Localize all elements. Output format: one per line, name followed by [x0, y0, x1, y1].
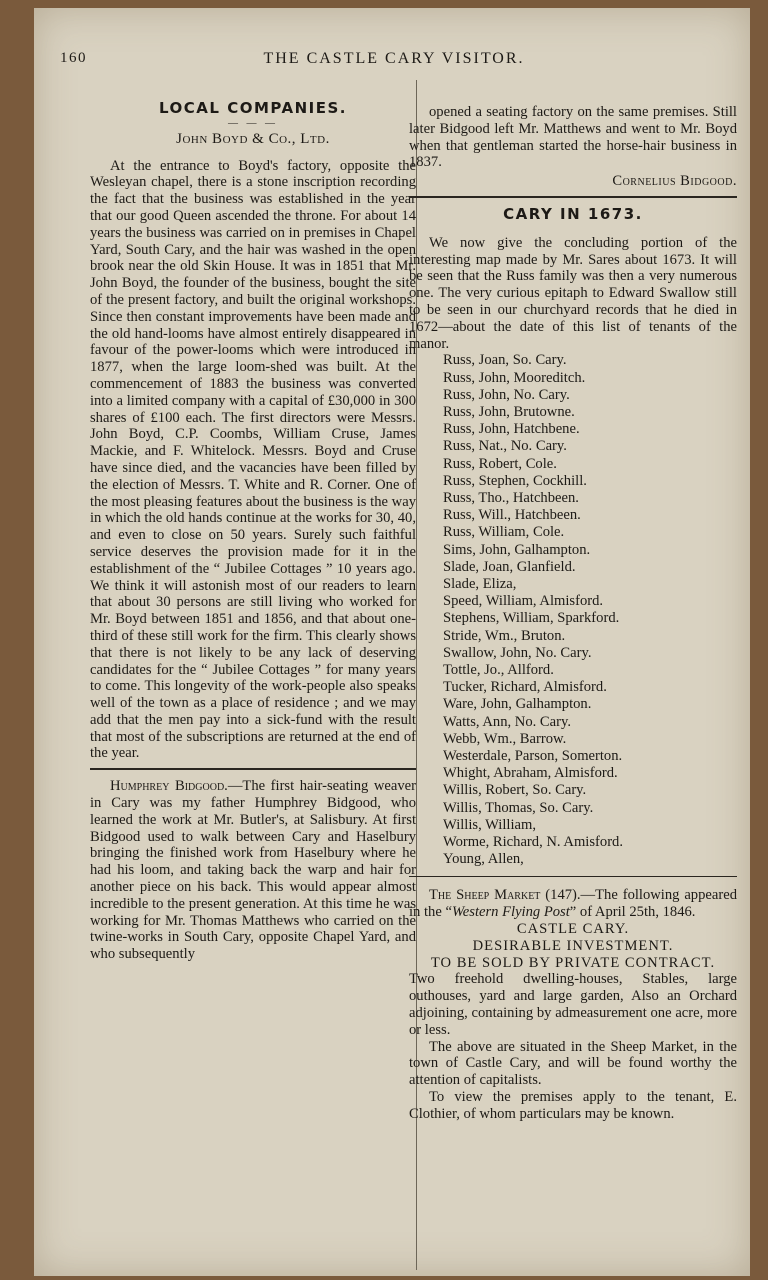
boyd-article-body: At the entrance to Boyd's factory, opposite the Wesleyan chapel, there is a stone inscription recording the fact that the business was established in the year that our good Queen ascended the throne. For about 14 years the business was carried on in premises in Chapel Yard, South Cary, and the hair was washed in the open brook near the old Skin House. It was in 1851 that Mr. John Boyd, the founder of the business, bought the site of the present factory, and built the original workshops. Since then constant improvements have been made and the old hand-looms have almost entirely disappeared in favour of the power-looms which were introduced in 1877, when the large loom-shed was built. At the commencement of 1883 the business was converted into a limited company with a capital of £30,000 in 300 shares of £100 each. The first directors were Messrs. John Boyd, C.P. Coombs, William Cruse, James Mackie, and F. Whitelock. Messrs. Boyd and Cruse have since died, and the vacancies have been filled by the election of Messrs. T. White and R. Corner. One of the most pleasing features about the business is the way in which the old hands continue at the works for 30, 40, and even to close on 50 years. Surely such faithful service deserves the provision made for it in the establishment of the “ Jubilee Cottages ” 10 years ago. We think it will astonish most of our readers to learn that about 30 persons are still living who worked for Mr. Boyd between 1851 and 1856, and that about one-third of these still work for the firm. This clearly shows that there is not likely to be any lack of deserving candidates for the “ Jubilee Cottages ” for many years to come. This longevity of the work-people also speaks well of the town as a place of residence ; and we may add that the men pay into a sick-fund with the result that most of the subscriptions are returned at the end of the year.: [90, 157, 416, 762]
tenant-entry: Speed, William, Almisford.: [443, 593, 604, 610]
tenant-entry: Swallow, John, No. Cary.: [443, 644, 592, 661]
newspaper-name: Western Flying Post: [451, 904, 570, 921]
sheep-intro-b: ” of April 25th, 1846.: [569, 904, 696, 921]
ad-paragraph-3: To view the premises apply to the tenant, E. Clothier, of whom particulars may be known.: [409, 1089, 737, 1122]
cary-1673-intro: We now give the concluding portion of the interesting map made by Mr. Sares about 1673. It will be seen that the Russ family was then a very numerous one. The very curious epitaph to Edward Swallow still to be seen in our churchyard records that he died in 1672—about the date of this list of tenants of the manor.: [409, 234, 737, 352]
tenant-entry: Sims, John, Galhampton.: [443, 541, 591, 558]
tenant-entry: Webb, Wm., Barrow.: [443, 730, 567, 747]
tenant-entry: Tottle, Jo., Allford.: [443, 662, 554, 679]
ad-line-1: CASTLE CARY.: [516, 921, 630, 938]
boyd-subheading: John Boyd & Co., Ltd.: [176, 130, 330, 147]
tenant-entry: Westerdale, Parson, Somerton.: [443, 748, 623, 765]
tenant-entry: Russ, Stephen, Cockhill.: [443, 472, 587, 489]
tenant-entry: Stride, Wm., Bruton.: [443, 627, 566, 644]
journal-title: THE CASTLE CARY VISITOR.: [263, 50, 525, 67]
tenant-entry: Willis, William,: [443, 816, 537, 833]
ad-line-3: TO BE SOLD BY PRIVATE CONTRACT.: [430, 954, 716, 971]
tenant-entry: Ware, John, Galhampton.: [443, 696, 592, 713]
tenant-entry: Watts, Ann, No. Cary.: [443, 713, 571, 730]
tenant-entry: Slade, Joan, Glanfield.: [443, 558, 576, 575]
cary-1673-heading: CARY IN 1673.: [503, 204, 643, 223]
page-number: 160: [60, 50, 87, 66]
ad-line-2: DESIRABLE INVESTMENT.: [472, 937, 674, 954]
right-column: [409, 104, 737, 1123]
tenant-entry: Whight, Abraham, Almisford.: [443, 765, 618, 782]
tenant-entry: Russ, John, Hatchbene.: [443, 421, 580, 438]
signature: Cornelius Bidgood.: [612, 173, 737, 190]
left-column: [90, 100, 416, 963]
tenant-list: [409, 352, 737, 868]
tenant-entry: Stephens, William, Sparkford.: [443, 610, 620, 627]
ad-paragraph-2: The above are situated in the Sheep Market, in the town of Castle Cary, and will be found worthy the attention of capitalists.: [409, 1038, 737, 1089]
tenant-entry: Slade, Eliza,: [443, 576, 517, 592]
tenant-entry: Russ, John, Mooreditch.: [443, 369, 586, 386]
tenant-entry: Russ, Robert, Cole.: [443, 455, 557, 472]
sheep-market-lead: The Sheep Market (147).: [429, 887, 581, 904]
section-rule: [90, 768, 416, 770]
tenant-entry: Young, Allen,: [443, 851, 524, 868]
heading-dashes: — — —: [228, 117, 278, 129]
book-page: [34, 8, 750, 1276]
tenant-entry: Russ, Tho., Hatchbeen.: [443, 489, 579, 506]
humphrey-lead: Humphrey Bidgood.: [110, 778, 228, 795]
tenant-entry: Worme, Richard, N. Amisford.: [443, 834, 623, 851]
tenant-entry: Russ, Nat., No. Cary.: [443, 438, 567, 455]
humphrey-text-left: —The first hair-seating weaver in Cary was my father Humphrey Bidgood, who learned the work at Mr. Butler's, at Salisbury. At first Bidgood used to walk between Cary and Haselbury bringing the finished work from Haselbury where he had his loom, and taking back the warp and hair for another piece on his back. This would appear almost incredible to the present generation. At this time he was working for Mr. Thomas Matthews who carried on the twine-works in South Cary, opposite Chapel Yard, and who subsequently: [90, 778, 416, 963]
running-head: [60, 50, 728, 72]
sheep-intro-a: —The following appeared in the “: [409, 887, 737, 921]
tenant-entry: Russ, Will., Hatchbeen.: [443, 507, 581, 524]
humphrey-paragraph: [90, 778, 416, 963]
tenant-entry: Russ, William, Cole.: [443, 524, 565, 541]
section-rule-thin: [409, 876, 737, 877]
sheep-market-intro: [409, 887, 737, 921]
tenant-entry: Russ, John, No. Cary.: [443, 386, 570, 403]
tenant-entry: Russ, John, Brutowne.: [443, 403, 575, 420]
humphrey-continuation: opened a seating factory on the same premises. Still later Bidgood left Mr. Matthews and went to Mr. Boyd when that gentleman started the horse-hair business in 1837.: [409, 104, 737, 171]
local-companies-heading: LOCAL COMPANIES.: [159, 99, 347, 117]
ad-paragraph-1: Two freehold dwelling-houses, Stables, large outhouses, yard and large garden, Also an Orchard adjoining, containing by admeasurement one acre, more or less.: [409, 971, 737, 1038]
tenant-entry: Russ, Joan, So. Cary.: [443, 352, 567, 369]
tenant-entry: Willis, Thomas, So. Cary.: [443, 799, 594, 816]
section-rule-right: [409, 196, 737, 198]
tenant-entry: Willis, Robert, So. Cary.: [443, 782, 587, 799]
tenant-entry: Tucker, Richard, Almisford.: [443, 679, 607, 696]
